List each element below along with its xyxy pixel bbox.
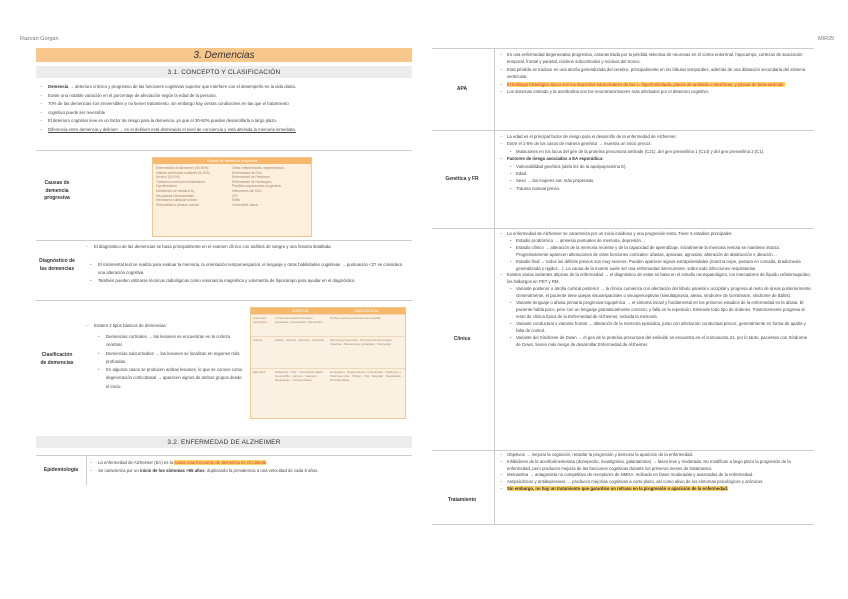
causa-item: Alcohol (5-10%) <box>156 175 180 180</box>
cli-item: • Estadio final → todos los déficits previos son muy severos. Pueden aparecer signos extrapiramidales (marcha torpe, postura en corvada, bradicinesia generalizada y rigidez…). La causa de la muerte suele ser una enfermedad intercurrente, sobre todo infecciones respiratorias. <box>500 259 812 273</box>
gen-item: – La edad es el principal factor de riesgo para el desarrollo de la enfermedad de Alzheimer. <box>500 133 812 140</box>
trat-item: – Inhibidores de la acetilcolinesterasa (donepezilo, rivastigmina, galantamina) → fases leve y moderada. No modifican a largo plazo la progresión de la enfermedad, pero producen mejoría de las funciones cognitivas durante los primeros meses de tratamiento. <box>500 459 812 473</box>
cli-item: • Variante conductual o variante frontal → alteración de la memoria episódica, junto con afectación conductual precoz, generalmente en forma de apatía y falta de control. <box>500 321 812 335</box>
intro-item: – Existe una notable variación en el porcentaje de afectación según la edad de la persona. <box>40 92 412 101</box>
page-title: 3. Demencias <box>36 48 412 62</box>
causas-thumbnail: Causas de demencia progresiva Enfermedad de Alzheimer (50-90%) Infartos cerebrales múltiples (5-10%) Alcohol (5-10%) Trastornos endocrinometabólicos: Hipotiroidismo Deficiencia de vitamina B₁₂ Neoplasias intracraneales Hematoma subdural crónico Hidrocefalia a presión normal Otras enfermedades degenerativas: Enfermedad de Pick Enfermedad de Parkinson Enfermedad de Huntington Parálisis supranuclear progresiva Infecciones del SNC: VIH Sífilis Creutzfeldt-Jakob <box>152 157 312 237</box>
causa-item: Sífilis <box>232 198 240 203</box>
diag-list <box>86 243 406 251</box>
causa-item: Neoplasias intracraneales <box>156 193 194 198</box>
cli-item: • Variante lenguaje o afasia primaria progresiva logopénica → el síntoma inicial y fundamental en los primeros estadios de la enfermedad es la afasia. El paciente habla poco, pero con un lenguaje gramaticalmente correcto, y falla en la repetición. Entiende todo tipo de órdenes. Posteriormente progresa al resto de clínica típica de la Enfermedad de Alzheimer, incluida la memoria. <box>500 300 812 321</box>
section-title-2: 3.2. ENFERMEDAD DE ALZHEIMER <box>36 436 412 448</box>
section-title-1: 3.1. CONCEPTO Y CLASIFICACIÓN <box>36 66 412 78</box>
clas-label: Clasificación de demencias <box>40 352 74 366</box>
cli-item: • Variante del Síndrome de Down → el gen de la proteína precursora del amiloide se encuentra en el cromosoma 21, por lo tanto, pacientes con Síndrome de Down, tienen más riesgo de desarrollar Enfermedad de Alzheimer. <box>500 335 812 349</box>
clas-item: • En algunos casos se producen ambas lesiones, lo que se conoce como degeneración corticobasal → aparecen signos de ambos grupos desde el inicio. <box>94 366 244 391</box>
apa-item: – Los sistemas estriado y la acetilcolina son los neurotransmisores más afectados por el deterioro cognitivo. <box>500 88 812 95</box>
gen-item: • Trauma craneal previo. <box>500 185 812 192</box>
gen-item: • Sexo → las mujeres son más propensas. <box>500 177 812 184</box>
epi-item: – La enfermedad de Alzheimer (EA) es la causa más frecuente de demencia en Occidente. <box>90 459 408 467</box>
diag-sublist <box>86 261 406 285</box>
intro-list <box>40 83 412 135</box>
causa-item: Otras enfermedades degenerativas: <box>232 166 285 170</box>
causa-item: Enfermedad de Huntington <box>232 179 272 184</box>
epi-item: – Se caracteriza por un inicio de los síntomas >65 años, duplicando la prevalencia a una velocidad de cada 5 años. <box>90 467 408 475</box>
causa-item: Hipotiroidismo <box>156 184 177 189</box>
gen-item: • Mutaciones en los locus del gen de la proteína precursora amiloide (C21), del gen presenilina 1 (C14) y del gen presenilina 2 (C1). <box>500 148 812 155</box>
cli-list <box>500 231 812 348</box>
header-code: MIR25 <box>818 36 835 42</box>
trat-list <box>500 452 812 493</box>
intro-item: – El deterioro cognitivo leve es un factor de riesgo para la demencia, ya que el 30-50% pueden desarrollarla a largo plazo. <box>40 117 412 126</box>
gen-list <box>500 133 812 192</box>
clas-item: • Demencias subcorticales → las lesiones se localizan en regiones más profundas. <box>94 350 244 367</box>
gen-item: • Vulnerabilidad genética (alelo E4 de la apolipoproteína E). <box>500 163 812 170</box>
causa-item: Trastornos endocrinometabólicos: <box>156 179 206 184</box>
epi-label: Epidemiología <box>43 467 79 473</box>
clas-intro-item: – Existen 2 tipos básicos de demencias: <box>86 322 246 331</box>
apa-item: – El hallazgo histológico típico son los depósitos intracelulares de tau (= hiperfosforilada, placas de amiloide o neuríticas, y placas de beta-amiloide. <box>500 81 812 88</box>
apa-label: APA <box>456 86 468 92</box>
trat-item: – Memantina → antagonista no competitivo de receptores de NMDA. Indicado en fases moderadas y avanzadas de la enfermedad. <box>500 472 812 479</box>
col-subcortical: SUBCORTICAL <box>354 309 379 313</box>
cli-item: • Estadio clínico → alteración de la memoria reciente y de la capacidad de aprendizaje. Inicialmente la memoria remota se mantiene intacta. Progresivamente aparecen alteraciones de otras funciones corticales: afasias, apraxias, agnosias, alteración de abstracción e ideación… <box>500 245 812 259</box>
diag-item: • También pueden utilizarse técnicas radiológicas como resonancia magnética y volumetría de hipocampo para ayudar en el diagnóstico. <box>86 277 406 285</box>
clas-table-row: Ejemplos Alzheimer · Pick · Creutzfeldt-Jakob · Neurosífilis · Hipoxia · Vascular · Neoplasias · Postraumática Huntington · Degeneración corticobasal · Parkinson y Parkinson plus · Wilson · VIH · Vascular · Neoplasias · Postraumática <box>251 368 405 418</box>
diag-label: Diagnóstico de las demencias <box>39 258 75 272</box>
clas-table-row: Clínica Afasia · Apraxia · Agnosia · Acalculia Memoria preservada · Movimientos anormales · Disartria · Alteraciones posturales · Depresión <box>251 336 405 368</box>
gen-label: Genética y FR <box>445 176 479 182</box>
epi-list <box>90 459 408 474</box>
causa-item: Parálisis supranuclear progresiva <box>232 184 281 189</box>
trat-item: – Sin embargo, no hay un tratamiento que garantice un retraso en la progresión o aparición de la enfermedad. <box>500 486 812 493</box>
clas-intro <box>86 322 246 331</box>
trat-item: – Objetivos → mejorar la cognición, retardar la progresión y demorar la aparición de la enfermedad. <box>500 452 812 459</box>
diag-item: – El diagnóstico de las demencias se basa principalmente en el examen clínico con análisis de sangre y una historia detallada. <box>86 243 406 251</box>
intro-item: – Diferencia entre demencia y delirium → en el delirium está disminuido el nivel de conciencia y está alterada la memoria inmediata. <box>40 126 412 135</box>
diag-item: • El minimental test se realiza para evaluar la memoria, la orientación temporoespacial, el lenguaje y otras habilidades cognitivas → puntuación <27 se considera una alteración cognitiva. <box>86 261 406 277</box>
causa-item: Creutzfeldt-Jakob <box>232 202 258 207</box>
causa-item: Hidrocefalia a presión normal <box>156 202 199 207</box>
cli-item: • Variante posterior o atrofia cortical posterior → la clínica comienza con afectación del lóbulo parietal u occipital y progresa al resto de áreas posteriormente. Generalmente, el paciente tiene quejas visuoespaciales o visuoperceptivas (simultagnosia, alexia, síndrome de Gerstmann, síndrome de Bálint). <box>500 286 812 300</box>
causa-item: Deficiencia de vitamina B₁₂ <box>156 188 196 193</box>
divider <box>86 455 87 485</box>
header-author: Razvan Gorgan <box>20 36 59 42</box>
causa-item: Enfermedad de Pick <box>232 170 262 175</box>
intro-item: – Demencia → deterioro crónico y progresivo de las funciones cognitivas superior que interfiere con el desempeño en la vida diaria. <box>40 83 412 92</box>
gen-item: – Factores de riesgo asociados a EA esporádica: <box>500 155 812 162</box>
gen-item: – Entre el 1-5% de los casos de manera genética → muestra un inicio precoz. <box>500 140 812 147</box>
gen-item: • Edad. <box>500 170 812 177</box>
apa-item: – Es una enfermedad degenerativa progresiva, caracterizada por la pérdida selectiva de neuronas en el córtex entorrinal, hipocampo, cortezas de asociación temporal, frontal y parietal, núcleos subcorticales y núcleos del tronco. <box>500 51 812 66</box>
apa-item: – Esta pérdida se traduce en una atrofia generalizada del cerebro, principalmente en los lóbulos temporales, además de una dilatación secundaria del sistema ventricular. <box>500 66 812 81</box>
trat-item: – Antipsicóticos y antidepresivos → producen mejorías cognitivas a corto plazo, así como alivio de los síntomas psicológicos y anímicos. <box>500 479 812 486</box>
trat-label: Tratamiento <box>447 497 477 503</box>
causa-item: Hematoma subdural crónico <box>156 198 198 203</box>
cli-label: Clínica <box>453 336 471 342</box>
col-cortical: CORTICAL <box>291 309 310 313</box>
clas-item: • Demencias corticales → las lesiones se encuentran en la corteza cerebral. <box>94 333 244 350</box>
causa-item: VIH <box>232 193 238 198</box>
causas-right-col <box>232 166 308 207</box>
clas-table-row: Anatomía patológica Corteza de lóbulos frontales, parietales y temporales. Hipocampo Núcleos grises profundos del encéfalo <box>251 314 405 336</box>
causa-item: Enfermedad de Parkinson <box>232 175 271 180</box>
causas-label: Causas de demencia progresiva <box>44 180 70 201</box>
cli-item: • Estadio prodrómico → amnesia puntuales de memoria, depresión… <box>500 238 812 245</box>
causas-left-col <box>156 166 232 207</box>
causa-item: Infecciones del SNC: <box>232 188 263 193</box>
apa-list <box>500 51 812 95</box>
cli-item: – Existen varias variantes atípicas de la enfermedad → el diagnóstico de estas se basa en el estudio neuropatológico, los marcadores de líquido cefalorraquídeo, los hallazgos en PET y RM. <box>500 272 812 286</box>
cli-item: – La enfermedad de Alzheimer se caracteriza por un inicio insidioso y una progresión lenta. Tiene 3 estadios principales: <box>500 231 812 238</box>
causa-item: Infartos cerebrales múltiples (5-10%) <box>156 170 210 175</box>
intro-item: – cognitivo puede ser reversible. <box>40 109 412 118</box>
intro-item: – 70% de las demencias son irreversibles y no tienen tratamiento, sin embargo hay ciertas condiciones en las que el tratamiento <box>40 100 412 109</box>
causa-item: Enfermedad de Alzheimer (50-90%) <box>156 166 209 170</box>
clas-list <box>94 333 244 391</box>
clas-table <box>250 307 406 419</box>
